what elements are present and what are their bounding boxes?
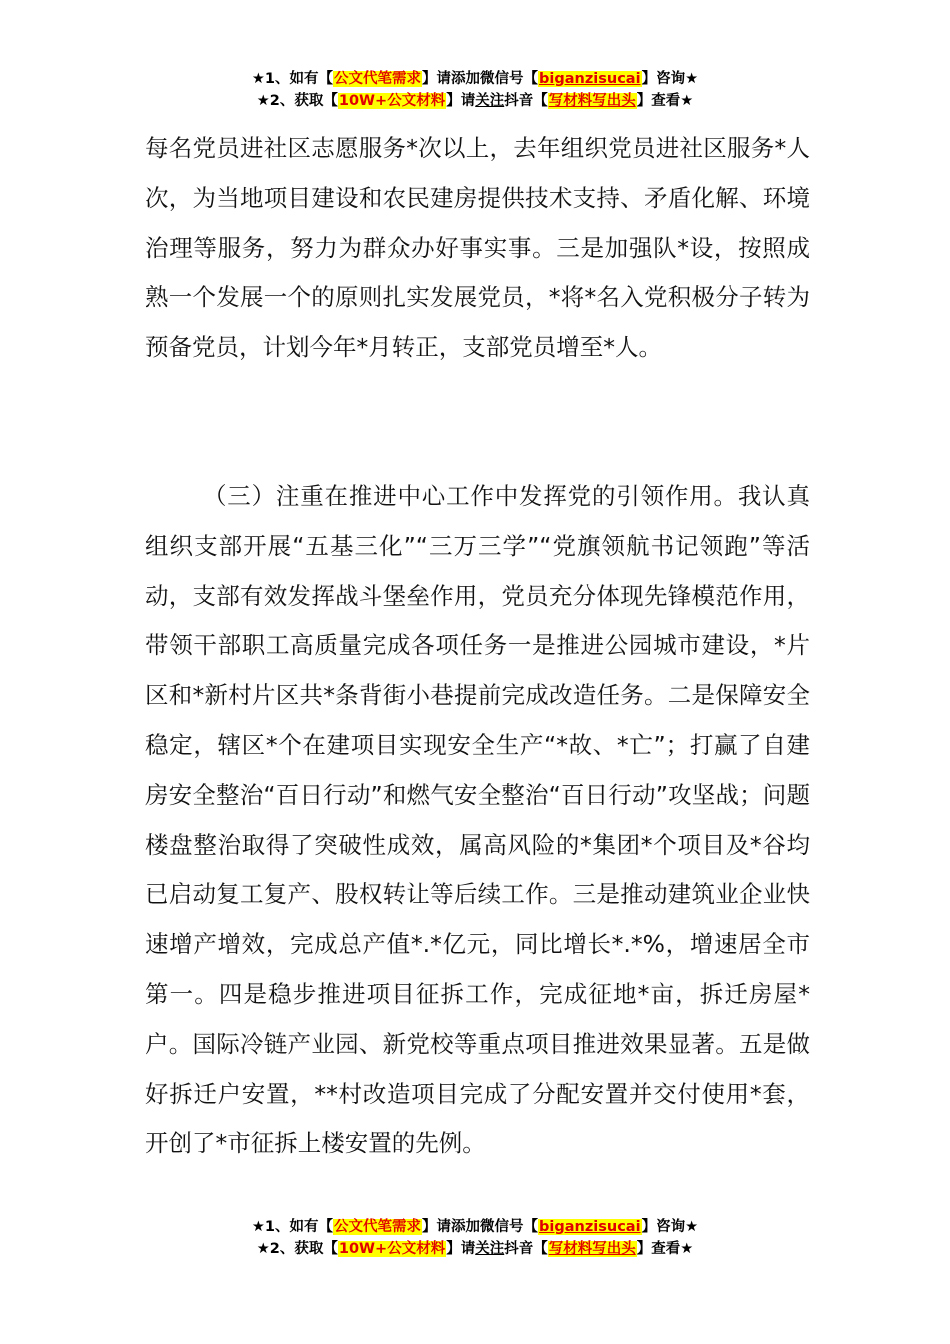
footer-ad-banner	[0, 1216, 950, 1260]
ad-text: 抖音【	[504, 1241, 548, 1257]
header-ad-line-1	[0, 68, 950, 90]
body-paragraph-1: 每名党员进社区志愿服务*次以上，去年组织党员进社区服务*人次，为当地项目建设和农民建房提供技术支持、矛盾化解、环境治理等服务，努力为群众办好事实事。三是加强队*设，按照成熟一个发展一个的原则扎实发展党员，*将*名入党积极分子转为预备党员，计划今年*月转正，支部党员增至*人。	[145, 134, 810, 362]
footer-ad-line-1	[0, 1216, 950, 1238]
ad-text: 】请	[446, 1241, 476, 1257]
ad-text: 】请添加微信号【	[422, 1219, 539, 1235]
ad-highlight-douyin: 写材料写出头	[548, 93, 636, 109]
ad-highlight-materials: 10W+公文材料	[338, 93, 446, 109]
header-ad-line-2	[0, 90, 950, 112]
ad-highlight-douyin: 写材料写出头	[548, 1241, 636, 1257]
ad-text: 】查看★	[636, 93, 694, 109]
footer-ad-line-2	[0, 1238, 950, 1260]
body-paragraph-2: （三）注重在推进中心工作中发挥党的引领作用。我认真组织支部开展“五基三化”“三万三学”“党旗领航书记领跑”等活动，支部有效发挥战斗堡垒作用，党员充分体现先锋模范作用，带领干部职工高质量完成各项任务一是推进公园城市建设，*片区和*新村片区共*条背街小巷提前完成改造任务。二是保障安全稳定，辖区*个在建项目实现安全生产“*故、*亡”；打赢了自建房安全整治“百日行动”和燃气安全整治“百日行动”攻坚战；问题楼盘整治取得了突破性成效，属高风险的*集团*个项目及*谷均已启动复工复产、股权转让等后续工作。三是推动建筑业企业快速增产增效，完成总产值*.*亿元，同比增长*.*%，增速居全市第一。四是稳步推进项目征拆工作，完成征地*亩，拆迁房屋*户。国际冷链产业园、新党校等重点项目推进效果显著。五是做好拆迁户安置，**村改造项目完成了分配安置并交付使用*套，开创了*市征拆上楼安置的先例。	[145, 482, 810, 1158]
ad-text: ★1、如有【	[251, 1219, 334, 1235]
ad-text-underlined: 关注	[475, 93, 505, 109]
ad-text: 】请添加微信号【	[422, 71, 539, 87]
ad-text: 抖音【	[504, 93, 548, 109]
header-ad-banner	[0, 68, 950, 112]
ad-text: ★2、获取【	[256, 1241, 338, 1257]
ad-text: ★1、如有【	[251, 71, 334, 87]
ad-text: 】查看★	[636, 1241, 694, 1257]
ad-highlight-wechat-id: biganzisucai	[539, 71, 641, 87]
ad-text: 】请	[446, 93, 476, 109]
ad-highlight-wechat-id: biganzisucai	[539, 1219, 641, 1235]
ad-text: 】咨询★	[641, 1219, 699, 1235]
ad-highlight-materials: 10W+公文材料	[338, 1241, 446, 1257]
ad-highlight-service: 公文代笔需求	[334, 71, 422, 87]
ad-text: ★2、获取【	[256, 93, 338, 109]
ad-text-underlined: 关注	[475, 1241, 505, 1257]
ad-text: 】咨询★	[641, 71, 699, 87]
ad-highlight-service: 公文代笔需求	[334, 1219, 422, 1235]
